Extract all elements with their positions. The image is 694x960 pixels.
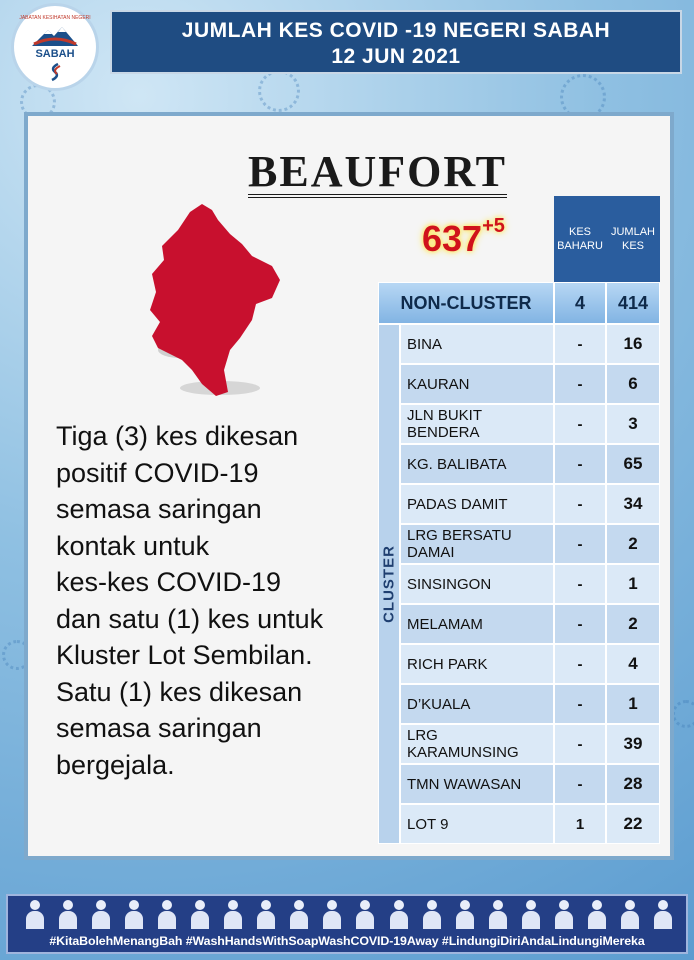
cluster-name: KAURAN xyxy=(400,364,554,404)
footer-hashtags: #KitaBolehMenangBah #WashHandsWithSoapWashCOVID-19Away #LindungiDiriAndaLindungiMereka xyxy=(49,934,645,948)
table-row xyxy=(400,764,660,804)
table-row xyxy=(400,804,660,844)
table-row xyxy=(400,684,660,724)
cluster-name: TMN WAWASAN xyxy=(400,764,554,804)
header-jumlah-kes xyxy=(606,196,660,282)
table-row xyxy=(400,564,660,604)
table-row xyxy=(400,604,660,644)
cluster-total: 3 xyxy=(606,404,660,444)
cluster-new: - xyxy=(554,644,606,684)
cluster-new: - xyxy=(554,324,606,364)
banner-date: 12 JUN 2021 xyxy=(331,45,461,68)
beaufort-map-icon xyxy=(120,200,300,400)
note-line: kontak untuk xyxy=(56,530,210,561)
cluster-new: - xyxy=(554,404,606,444)
cluster-new: - xyxy=(554,444,606,484)
table-row xyxy=(400,644,660,684)
person-icon xyxy=(553,900,575,930)
cluster-total: 1 xyxy=(606,684,660,724)
cluster-new: - xyxy=(554,604,606,644)
case-note xyxy=(56,418,366,783)
cluster-total: 28 xyxy=(606,764,660,804)
table-row xyxy=(400,324,660,364)
person-icon xyxy=(487,900,509,930)
total-cases-value: 637 xyxy=(422,218,483,259)
table-row xyxy=(400,724,660,764)
cluster-name: SINSINGON xyxy=(400,564,554,604)
header-jumlah-kes-line2: KES xyxy=(621,240,644,252)
cluster-name: BINA xyxy=(400,324,554,364)
note-line: Satu (1) kes dikesan xyxy=(56,676,303,707)
cluster-new: - xyxy=(554,564,606,604)
person-icon xyxy=(156,900,178,930)
virus-decoration xyxy=(672,700,694,728)
new-cases-suffix: +5 xyxy=(482,215,505,237)
header-kes-baharu-line1: KES xyxy=(568,226,591,238)
banner-title: JUMLAH KES COVID -19 NEGERI SABAH xyxy=(181,19,611,42)
cluster-name: KG. BALIBATA xyxy=(400,444,554,484)
person-icon xyxy=(388,900,410,930)
cluster-total: 2 xyxy=(606,524,660,564)
person-icon xyxy=(652,900,674,930)
cluster-name: PADAS DAMIT xyxy=(400,484,554,524)
cluster-new: 1 xyxy=(554,804,606,844)
person-icon xyxy=(421,900,443,930)
table-row xyxy=(400,364,660,404)
cluster-total: 22 xyxy=(606,804,660,844)
cluster-total: 4 xyxy=(606,644,660,684)
table-row xyxy=(400,524,660,564)
virus-decoration xyxy=(258,70,300,112)
table-row xyxy=(400,404,660,444)
cluster-name: RICH PARK xyxy=(400,644,554,684)
logo-text: SABAH xyxy=(35,48,75,60)
title-banner xyxy=(110,10,682,74)
district-map xyxy=(120,200,300,405)
person-icon xyxy=(354,900,376,930)
cluster-total: 39 xyxy=(606,724,660,764)
person-icon xyxy=(288,900,310,930)
person-icon xyxy=(90,900,112,930)
cluster-new: - xyxy=(554,684,606,724)
cluster-name: JLN BUKIT BENDERA xyxy=(400,404,554,444)
note-line: kes-kes COVID-19 xyxy=(56,567,282,597)
header-jumlah-kes-line1: JUMLAH xyxy=(610,226,655,238)
note-line: dan satu (1) kes untuk xyxy=(56,603,324,634)
person-icon xyxy=(454,900,476,930)
jkn-sabah-logo xyxy=(14,6,96,88)
cluster-name: D’KUALA xyxy=(400,684,554,724)
cluster-name: LRG BERSATU DAMAI xyxy=(400,524,554,564)
cluster-total: 1 xyxy=(606,564,660,604)
person-icon xyxy=(123,900,145,930)
cluster-total: 34 xyxy=(606,484,660,524)
cluster-name: LRG KARAMUNSING xyxy=(400,724,554,764)
person-icon xyxy=(189,900,211,930)
table-row xyxy=(400,484,660,524)
note-line: positif COVID-19 xyxy=(56,457,259,488)
note-line: Kluster Lot Sembilan. xyxy=(56,640,313,670)
cluster-new: - xyxy=(554,364,606,404)
header-kes-baharu-line2: BAHARU xyxy=(557,240,603,252)
non-cluster-new: 4 xyxy=(554,282,606,324)
note-line: semasa saringan xyxy=(56,713,262,743)
non-cluster-label: NON-CLUSTER xyxy=(378,282,554,324)
cluster-total: 16 xyxy=(606,324,660,364)
cluster-new: - xyxy=(554,724,606,764)
note-line: Tiga (3) kes dikesan xyxy=(56,421,299,451)
mountain-logo-icon xyxy=(30,24,80,48)
cluster-name: MELAMAM xyxy=(400,604,554,644)
cluster-total: 65 xyxy=(606,444,660,484)
person-icon xyxy=(321,900,343,930)
note-line: bergejala. xyxy=(56,749,175,780)
person-icon xyxy=(255,900,277,930)
person-icon xyxy=(520,900,542,930)
cluster-new: - xyxy=(554,484,606,524)
person-icon xyxy=(586,900,608,930)
total-cases xyxy=(422,215,505,260)
frontliners-icon-strip xyxy=(24,900,674,930)
footer-banner xyxy=(6,894,688,954)
header-kes-baharu xyxy=(554,196,606,282)
person-icon xyxy=(222,900,244,930)
person-icon xyxy=(24,900,46,930)
logo-top-text: JABATAN KESIHATAN NEGERI xyxy=(19,15,91,21)
cluster-total: 2 xyxy=(606,604,660,644)
cluster-label: CLUSTER xyxy=(380,545,398,623)
cluster-name: LOT 9 xyxy=(400,804,554,844)
person-icon xyxy=(619,900,641,930)
cluster-new: - xyxy=(554,764,606,804)
table-row xyxy=(400,444,660,484)
non-cluster-total: 414 xyxy=(606,282,660,324)
person-icon xyxy=(57,900,79,930)
cluster-total: 6 xyxy=(606,364,660,404)
cluster-new: - xyxy=(554,524,606,564)
swirl-logo-icon xyxy=(48,62,62,82)
district-title: BEAUFORT xyxy=(248,147,507,196)
note-line: semasa saringan xyxy=(56,494,262,524)
